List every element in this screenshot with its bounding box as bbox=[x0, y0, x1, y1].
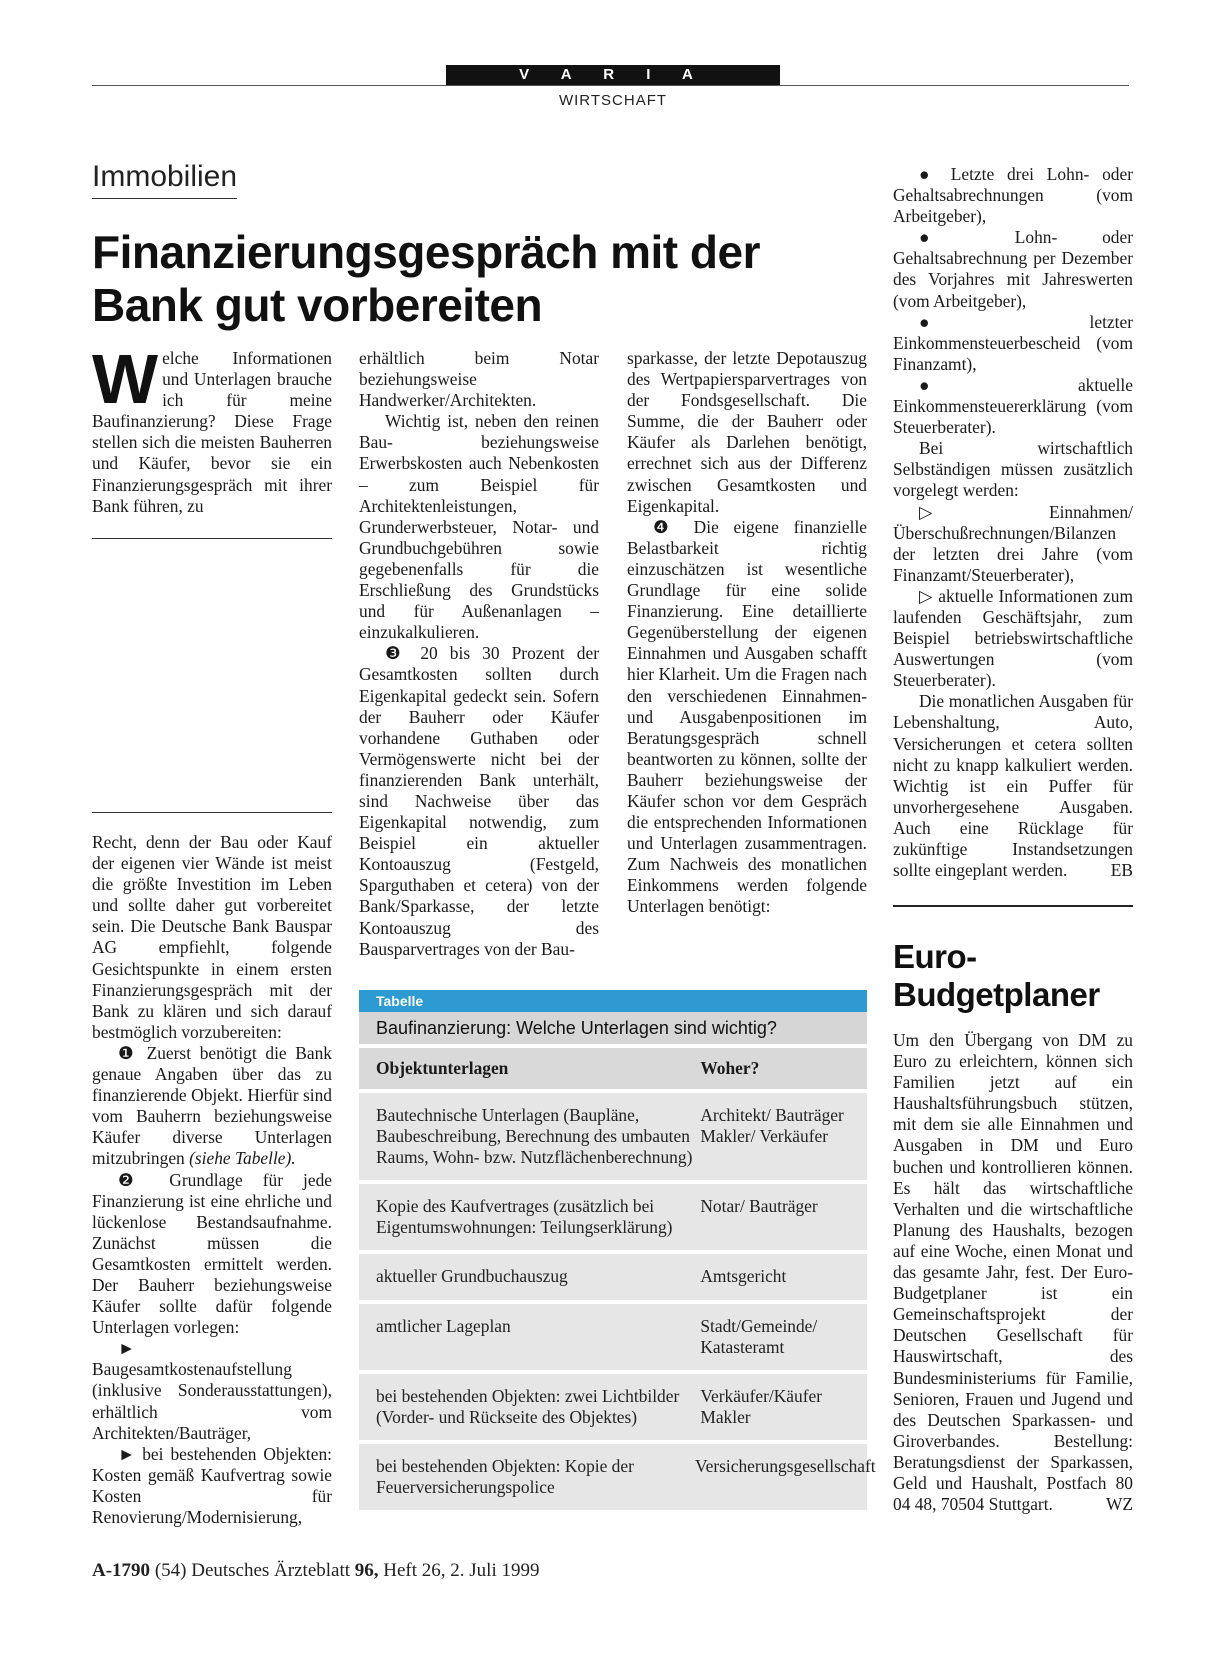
page-footer bbox=[92, 1560, 540, 1582]
body-column-1 bbox=[92, 832, 332, 1528]
sidebar-rule bbox=[893, 905, 1133, 907]
list-item: ● aktuelle Einkommensteuererklärung (vom Steuerberater). bbox=[893, 374, 1133, 438]
author-initials: EB bbox=[1110, 860, 1133, 881]
table-cell: bei bestehenden Objekten: Kopie der Feuerversicherungspolice bbox=[376, 1455, 634, 1498]
section-label: V A R I A bbox=[446, 65, 780, 85]
table-title: Baufinanzierung: Welche Unterlagen sind wichtig? bbox=[359, 1012, 867, 1048]
table-cell: aktueller Grundbuchauszug bbox=[376, 1266, 568, 1287]
paragraph: Wichtig ist, neben den reinen Bau- beziehungsweise Erwerbskosten auch Nebenkosten – zum Beispiel für Architektenleistungen, Grunderwerbsteuer, Notar- und Grundbuchgebühren sowie gegebenenfalls für die Erschließung des Grundstücks und für Außenanlagen – einzukalkulieren. bbox=[359, 411, 599, 643]
journal-name: (54) Deutsches Ärzteblatt bbox=[154, 1560, 351, 1581]
table-cell: bei bestehenden Objekten: zwei Lichtbilder (Vorder- und Rückseite des Objektes) bbox=[376, 1385, 680, 1427]
body-column-3 bbox=[627, 348, 867, 918]
header-rule bbox=[92, 85, 1129, 86]
paragraph-text: Um den Übergang von DM zu Euro zu erleichtern, können sich Familien jetzt auf ein Haushaltsführungsbuch stützen, mit dem sie alle Einnahmen und Ausgaben in DM und Euro buchen und kontrollieren können. Es hält das wirtschaftliche Verhalten und die wirtschaftliche Planung des Haushalts, bezogen auf eine Woche, einen Monat und das gesamte Jahr, fest. Der Euro-Budgetplaner ist ein Gemeinschaftsprojekt der Deutschen Gesellschaft für Hauswirtschaft, des Bundesministeriums für Familie, Senioren, Frauen und Jugend und des Deutschen Sparkassen- und Giroverbandes. Bestellung: Beratungsdienst der Sparkassen, Geld und Haushalt, Postfach 80 04 48, 70504 Stuttgart. bbox=[893, 1030, 1133, 1515]
table-cell: Versicherungsgesellschaft bbox=[695, 1455, 876, 1476]
table-cell: amtlicher Lageplan bbox=[376, 1315, 511, 1336]
sidebar-headline-line-1: Euro- bbox=[893, 938, 977, 975]
body-column-2 bbox=[359, 348, 599, 960]
page-number: A-1790 bbox=[92, 1560, 151, 1581]
table-cell: Verkäufer/Käufer Makler bbox=[700, 1385, 823, 1427]
table-row bbox=[359, 1254, 867, 1303]
table-header-cell: Objektunterlagen bbox=[376, 1058, 509, 1078]
paragraph: sparkasse, der letzte Depotauszug des Wertpapiersparvertrages von der Fondsgesellschaft. Die Summe, die der Bauherr oder Käufer als Darlehen benötigt, errechnet sich aus der Differenz zwischen Gesamtkosten und Eigenkapital. bbox=[627, 348, 867, 516]
issue-date: Heft 26, 2. Juli 1999 bbox=[383, 1560, 540, 1581]
list-item: ● Lohn- oder Gehaltsabrechnung per Dezember des Vorjahres mit Jahreswerten (vom Arbeitgeber), bbox=[893, 227, 1133, 311]
author-initials: WZ bbox=[1105, 1494, 1133, 1515]
list-item: ● letzter Einkommensteuerbescheid (vom Finanzamt), bbox=[893, 311, 1133, 374]
paragraph: ❷ Grundlage für jede Finanzierung ist eine ehrliche und lückenlose Bestandsaufnahme. Zunächst müssen die Gesamtkosten ermittelt werden. Der Bauherr beziehungsweise Käufer sollte dafür folgende Unterlagen vorlegen: bbox=[92, 1169, 332, 1338]
list-item: ► bei bestehenden Objekten: Kosten gemäß Kaufvertrag sowie Kosten für Renovierung/Modernisierung, bbox=[92, 1443, 332, 1527]
lead-paragraph bbox=[92, 340, 332, 517]
table-row bbox=[359, 1304, 867, 1374]
table-cell: Amtsgericht bbox=[700, 1266, 787, 1287]
lead-text: elche Informationen und Unterlagen brauche ich für meine Baufinanzierung? Diese Frage stellen sich die meisten Bauherren und Käufer, bevor sie ein Finanzierungsgespräch mit ihrer Bank führen, zu bbox=[92, 348, 332, 516]
table-cell: Kopie des Kaufvertrages (zusätzlich bei Eigentumswohnungen: Teilungserklärung) bbox=[376, 1196, 673, 1238]
sidebar-headline bbox=[893, 938, 1133, 1014]
table-header-row bbox=[359, 1048, 867, 1093]
info-table bbox=[359, 990, 876, 1510]
volume-number: 96, bbox=[354, 1560, 379, 1581]
paragraph-text: ❶ Zuerst benötigt die Bank genaue Angaben über das zu finanzierende Objekt. Hierfür sind vom Bauherrn beziehungsweise Käufer diverse Unterlagen mitzubringen bbox=[92, 1042, 332, 1169]
list-item: ▷ aktuelle Informationen zum laufenden Geschäftsjahr, zum Beispiel betriebswirtschaftliche Auswertungen (vom Steuerberater). bbox=[893, 585, 1133, 691]
list-item: ● Letzte drei Lohn- oder Gehaltsabrechnungen (vom Arbeitgeber), bbox=[893, 164, 1133, 227]
article-kicker: Immobilien bbox=[92, 160, 237, 199]
table-cell: Architekt/ Bauträger Makler/ Verkäufer bbox=[700, 1105, 844, 1147]
paragraph bbox=[893, 691, 1133, 881]
table-cell: Notar/ Bauträger bbox=[700, 1196, 818, 1217]
column-rule bbox=[92, 812, 332, 813]
paragraph bbox=[92, 1043, 332, 1170]
headline-line-1: Finanzierungsgespräch mit der bbox=[92, 226, 760, 278]
table-row bbox=[359, 1444, 876, 1510]
table-tag: Tabelle bbox=[359, 990, 867, 1012]
paragraph: Bei wirtschaftlich Selbständigen müssen zusätzlich vorgelegt werden: bbox=[893, 438, 1133, 501]
ressort-label: WIRTSCHAFT bbox=[558, 92, 668, 109]
paragraph: ❸ 20 bis 30 Prozent der Gesamtkosten sollten durch Eigenkapital gedeckt sein. Sofern der Bauherr oder Käufer vorhandene Guthaben oder Vermögenswerte nicht bei der finanzierenden Bank unterhält, sind Nachweise über das Eigenkapital notwendig, zum Beispiel ein aktueller Kontoauszug (Festgeld, Sparguthaben et cetera) von der Bank/Sparkasse, der letzte Kontoauszug des Bausparvertrages von der Bau- bbox=[359, 643, 599, 959]
paragraph: Recht, denn der Bau oder Kauf der eigenen vier Wände ist meist die größte Investition im Leben und sollte daher gut vorbereitet sein. Die Deutsche Bank Bauspar AG empfiehlt, folgende Gesichtspunkte in einem ersten Finanzierungsgespräch mit der Bank zu klären und sich darauf bestmöglich vorzubereiten: bbox=[92, 832, 332, 1042]
table-header-cell: Woher? bbox=[700, 1058, 760, 1078]
table-row bbox=[359, 1093, 867, 1184]
column-rule bbox=[92, 538, 332, 539]
article-headline bbox=[92, 226, 872, 332]
body-column-4 bbox=[893, 164, 1133, 881]
sidebar-text bbox=[893, 1030, 1133, 1515]
table-cell: Stadt/Gemeinde/ Katasteramt bbox=[700, 1315, 818, 1357]
paragraph: erhältlich beim Notar beziehungsweise Handwerker/Architekten. bbox=[359, 348, 599, 411]
table-cell: Bautechnische Unterlagen (Baupläne, Baubeschreibung, Berechnung des umbauten Raums, Wohn- bzw. Nutzflächenberechnung) bbox=[376, 1105, 693, 1168]
headline-line-2: Bank gut vorbereiten bbox=[92, 279, 543, 331]
table-row bbox=[359, 1184, 867, 1254]
paragraph: ❹ Die eigene finanzielle Belastbarkeit richtig einzuschätzen ist wesentliche Grundlage für eine solide Finanzierung. Eine detaillierte Gegenüberstellung der eigenen Einnahmen und Ausgaben schafft hier Klarheit. Um die Fragen nach den verschiedenen Einnahmen- und Ausgabenpositionen im Beratungsgespräch schnell beantworten zu können, sollte der Bauherr beziehungsweise der Käufer schon vor dem Gespräch die entsprechenden Informationen und Unterlagen zusammentragen. Zum Nachweis des monatlichen Einkommens werden folgende Unterlagen benötigt: bbox=[627, 516, 867, 917]
table-row bbox=[359, 1374, 867, 1444]
list-item: ► Baugesamtkostenaufstellung (inklusive Sonderausstattungen), erhältlich vom Architekten/Bauträger, bbox=[92, 1338, 332, 1443]
paragraph-text: Die monatlichen Ausgaben für Lebenshaltung, Auto, Versicherungen et cetera sollten nicht zu knapp kalkuliert werden. Wichtig ist ein Puffer für unvorhergesehene Ausgaben. Auch eine Rücklage für zukünftige Instandsetzungen sollte eingeplant werden. bbox=[893, 691, 1133, 881]
list-item: ▷ Einnahmen/Überschußrechnungen/Bilanzen der letzten drei Jahre (vom Finanzamt/Steuerberater), bbox=[893, 501, 1133, 585]
paragraph bbox=[893, 1030, 1133, 1515]
table-reference: (siehe Tabelle). bbox=[184, 1148, 296, 1169]
drop-cap: W bbox=[92, 340, 159, 418]
sidebar-headline-line-2: Budgetplaner bbox=[893, 976, 1100, 1013]
